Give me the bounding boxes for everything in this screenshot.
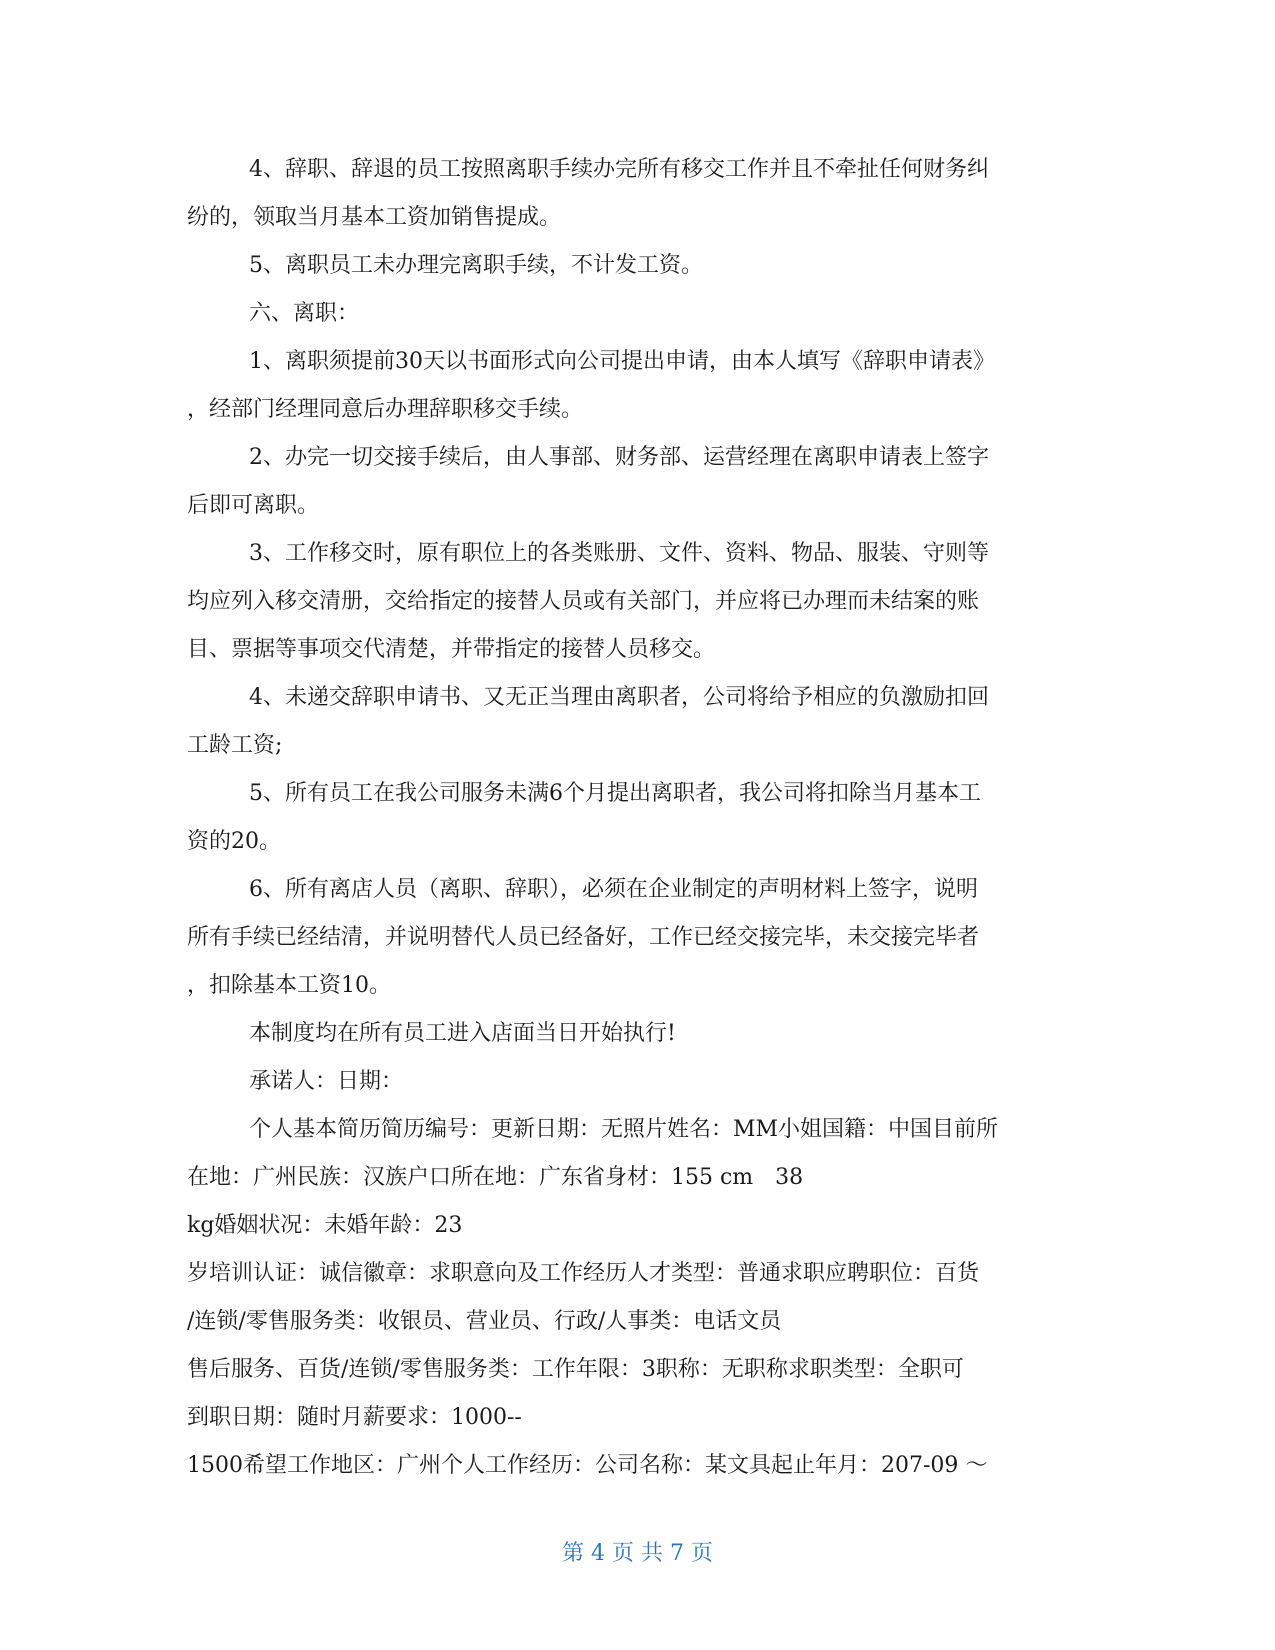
paragraph-line: 到职日期：随时月薪要求：1000-- <box>187 1405 522 1430</box>
paragraph-line: 所有手续已经结清，并说明替代人员已经备好，工作已经交接完毕，未交接完毕者 <box>187 925 980 950</box>
page-number-footer: 第 4 页 共 7 页 <box>562 1541 713 1566</box>
paragraph-line: 5、所有员工在我公司服务未满6个月提出离职者，我公司将扣除当月基本工 <box>249 781 981 806</box>
paragraph-line: 后即可离职。 <box>187 493 320 518</box>
paragraph-line: ，扣除基本工资10。 <box>187 973 391 998</box>
paragraph-line: 5、离职员工未办理完离职手续，不计发工资。 <box>249 253 703 278</box>
paragraph-line: ，经部门经理同意后办理辞职移交手续。 <box>187 397 584 422</box>
paragraph-line: 均应列入移交清册，交给指定的接替人员或有关部门，并应将已办理而未结案的账 <box>187 589 980 614</box>
paragraph-line: 2、办完一切交接手续后，由人事部、财务部、运营经理在离职申请表上签字 <box>249 445 989 470</box>
paragraph-line: 岁培训认证：诚信徽章：求职意向及工作经历人才类型：普通求职应聘职位：百货 <box>187 1261 980 1286</box>
paragraph-line: kg婚姻状况：未婚年龄：23 <box>187 1213 463 1238</box>
paragraph-line: 承诺人：日期： <box>249 1069 404 1094</box>
paragraph-line: 目、票据等事项交代清楚，并带指定的接替人员移交。 <box>187 637 716 662</box>
paragraph-line: 工龄工资; <box>187 733 283 758</box>
paragraph-line: 资的20。 <box>187 829 281 854</box>
paragraph-line: 3、工作移交时，原有职位上的各类账册、文件、资料、物品、服装、守则等 <box>249 541 989 566</box>
paragraph-line: 1500希望工作地区：广州个人工作经历：公司名称：某文具起止年月：207-09 ～ <box>187 1453 988 1478</box>
paragraph-line: /连锁/零售服务类：收银员、营业员、行政/人事类：电话文员 <box>187 1309 782 1334</box>
paragraph-line: 4、未递交辞职申请书、又无正当理由离职者，公司将给予相应的负激励扣回 <box>249 685 989 710</box>
paragraph-line: 个人基本简历简历编号：更新日期：无照片姓名：MM小姐国籍：中国目前所 <box>249 1117 999 1142</box>
paragraph-line: 纷的，领取当月基本工资加销售提成。 <box>187 205 562 230</box>
section-heading: 六、离职： <box>249 301 360 326</box>
paragraph-line: 1、离职须提前30天以书面形式向公司提出申请，由本人填写《辞职申请表》 <box>249 349 995 374</box>
paragraph-line: 在地：广州民族：汉族户口所在地：广东省身材：155 cm 38 <box>187 1165 804 1190</box>
paragraph-line: 售后服务、百货/连锁/零售服务类：工作年限：3职称：无职称求职类型：全职可 <box>187 1357 964 1382</box>
paragraph-line: 6、所有离店人员（离职、辞职），必须在企业制定的声明材料上签字，说明 <box>249 877 978 902</box>
paragraph-line: 本制度均在所有员工进入店面当日开始执行! <box>249 1021 676 1046</box>
paragraph-line: 4、辞职、辞退的员工按照离职手续办完所有移交工作并且不牵扯任何财务纠 <box>249 157 989 182</box>
document-body <box>187 146 1087 1490</box>
